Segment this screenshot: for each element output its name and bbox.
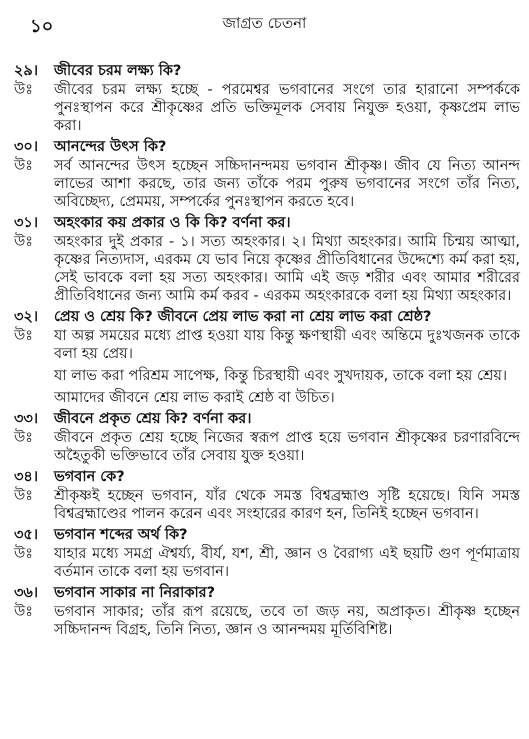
answer-text — [54, 603, 520, 639]
answer-label: উঃ — [14, 158, 34, 174]
answer-paragraph: জীবের চরম লক্ষ্য হচ্ছে - পরমেশ্বর ভগবানের সংগে তার হারানো সম্পর্ককে পুনঃস্থাপন করে শ্রীকৃষ্ণের প্রতি ভক্তিমূলক সেবায় নিযুক্ত হওয়া, কৃষ্ণপ্রেম লাভ করা। — [54, 82, 520, 134]
question-text: ভগবান শব্দের অর্থ কি? — [54, 527, 188, 543]
answer-label: উঃ — [14, 488, 34, 504]
answer-paragraph: শ্রীকৃষ্ণই হচ্ছেন ভগবান, যাঁর থেকে সমস্ত বিশ্বব্রহ্মাণ্ড সৃষ্টি হয়েছে। যিনি সমস্ত বিশ্বব্রহ্মাণ্ডের পালন করেন এবং সংহারের কারণ হন, তিনিই হচ্ছেন ভগবান। — [54, 488, 520, 522]
qa-item — [14, 584, 520, 639]
question-text: ভগবান সাকার না নিরাকার? — [54, 585, 216, 601]
question-text: আনন্দের উৎস কি? — [54, 139, 167, 155]
running-title: জাগ্রত চেতনা — [222, 14, 307, 32]
answer-text — [54, 157, 520, 211]
answer-paragraph: যা লাভ করা পরিশ্রম সাপেক্ষ, কিন্তু চিরস্থায়ী এবং সুখদায়ক, তাকে বলা হয় শ্রেয়। — [54, 368, 508, 384]
qa-list — [14, 62, 520, 642]
question-row — [14, 214, 520, 232]
question-text: অহংকার কয় প্রকার ও কি কি? বর্ণনা কর। — [54, 215, 291, 231]
question-row — [14, 410, 520, 428]
answer-label: উঃ — [14, 234, 34, 250]
question-number: ৩২। — [14, 309, 39, 325]
answer-paragraph: অহংকার দুই প্রকার - ১। সত্য অহংকার। ২। মিথ্যা অহংকার। আমি চিন্ময় আত্মা, কৃষ্ণের নিত্যদাস, এরকম যে ভাব নিয়ে কৃষ্ণের প্রীতিবিধানের উদ্দেশ্যে কর্ম করা হয়, সেই ভাবকে বলা হয় সত্য অহংকার। আমি এই জড় শরীর এবং আমার শরীরের প্রীতিবিধানের জন্য আমি কর্ম করব - এরকম অহংকারকে বলা হয় মিথ্যা অহংকার। — [54, 234, 520, 304]
answer-row — [14, 81, 520, 135]
question-number: ৩৩। — [14, 411, 39, 427]
answer-text — [54, 327, 520, 407]
question-row — [14, 308, 520, 326]
question-number: ৩৬। — [14, 585, 39, 601]
question-row — [14, 584, 520, 602]
question-text: প্রেয় ও শ্রেয় কি? জীবনে প্রেয় লাভ করা না শ্রেয় লাভ করা শ্রেষ্ঠ? — [54, 309, 432, 325]
qa-item — [14, 62, 520, 135]
answer-row — [14, 233, 520, 305]
answer-paragraph: সর্ব আনন্দের উৎস হচ্ছেন সচ্চিদানন্দময় ভগবান শ্রীকৃষ্ণ। জীব যে নিত্য আনন্দ লাভের আশা করছে, তার জন্য তাঁকে পরম পুরুষ ভগবানের সংগে তাঁর নিত্য, অবিচ্ছেদ্য, প্রেমময়, সম্পর্কের পুনঃস্থাপন করতে হবে। — [54, 158, 520, 210]
qa-item — [14, 138, 520, 211]
answer-label: উঃ — [14, 328, 34, 344]
answer-text — [54, 487, 520, 523]
question-text: জীবের চরম লক্ষ্য কি? — [54, 63, 182, 79]
page-number: ১০ — [30, 16, 54, 37]
answer-paragraph: ভগবান সাকার; তাঁর রূপ রয়েছে, তবে তা জড় নয়, অপ্রাকৃত। শ্রীকৃষ্ণ হচ্ছেন সচ্চিদানন্দ বিগ্রহ, তিনি নিত্য, জ্ঞান ও আনন্দময় মূর্তিবিশিষ্ট। — [54, 604, 520, 638]
answer-paragraph: যা অল্প সময়ের মধ্যে প্রাপ্ত হওয়া যায় কিন্তু ক্ষণস্থায়ী এবং অন্তিমে দুঃখজনক তাকে বলা হয় প্রেয়। — [54, 328, 520, 362]
question-number: ৩০। — [14, 139, 39, 155]
answer-text — [54, 233, 520, 305]
answer-paragraph: আমাদের জীবনে শ্রেয় লাভ করাই শ্রেষ্ঠ বা উচিত। — [54, 390, 335, 406]
question-number: ২৯। — [14, 63, 39, 79]
question-row — [14, 138, 520, 156]
answer-label: উঃ — [14, 604, 34, 620]
answer-row — [14, 157, 520, 211]
answer-row — [14, 545, 520, 581]
qa-item — [14, 410, 520, 465]
question-row — [14, 468, 520, 486]
page-header — [0, 8, 529, 44]
answer-paragraph: যাহার মধ্যে সমগ্র ঐশ্বর্য্য, বীর্য, যশ, শ্রী, জ্ঞান ও বৈরাগ্য এই ছয়টি গুণ পূর্ণমাত্রায় বর্তমান তাকে বলা হয় ভগবান। — [54, 546, 520, 580]
qa-item — [14, 214, 520, 305]
answer-row — [14, 603, 520, 639]
qa-item — [14, 308, 520, 407]
question-number: ৩১। — [14, 215, 39, 231]
answer-row — [14, 429, 520, 465]
qa-item — [14, 468, 520, 523]
question-number: ৩৪। — [14, 469, 39, 485]
question-row — [14, 62, 520, 80]
question-text: জীবনে প্রকৃত শ্রেয় কি? বর্ণনা কর। — [54, 411, 252, 427]
answer-paragraph: জীবনে প্রকৃত শ্রেয় হচ্ছে নিজের স্বরূপ প্রাপ্ত হয়ে ভগবান শ্রীকৃষ্ণের চরণারবিন্দে অহৈতুকী ভক্তিভাবে তাঁর সেবায় যুক্ত হওয়া। — [54, 430, 520, 464]
answer-label: উঃ — [14, 546, 34, 562]
answer-row — [14, 487, 520, 523]
answer-label: উঃ — [14, 82, 34, 98]
question-row — [14, 526, 520, 544]
qa-item — [14, 526, 520, 581]
answer-text — [54, 545, 520, 581]
question-text: ভগবান কে? — [54, 469, 125, 485]
answer-label: উঃ — [14, 430, 34, 446]
answer-row — [14, 327, 520, 407]
answer-text — [54, 81, 520, 135]
answer-text — [54, 429, 520, 465]
question-number: ৩৫। — [14, 527, 39, 543]
